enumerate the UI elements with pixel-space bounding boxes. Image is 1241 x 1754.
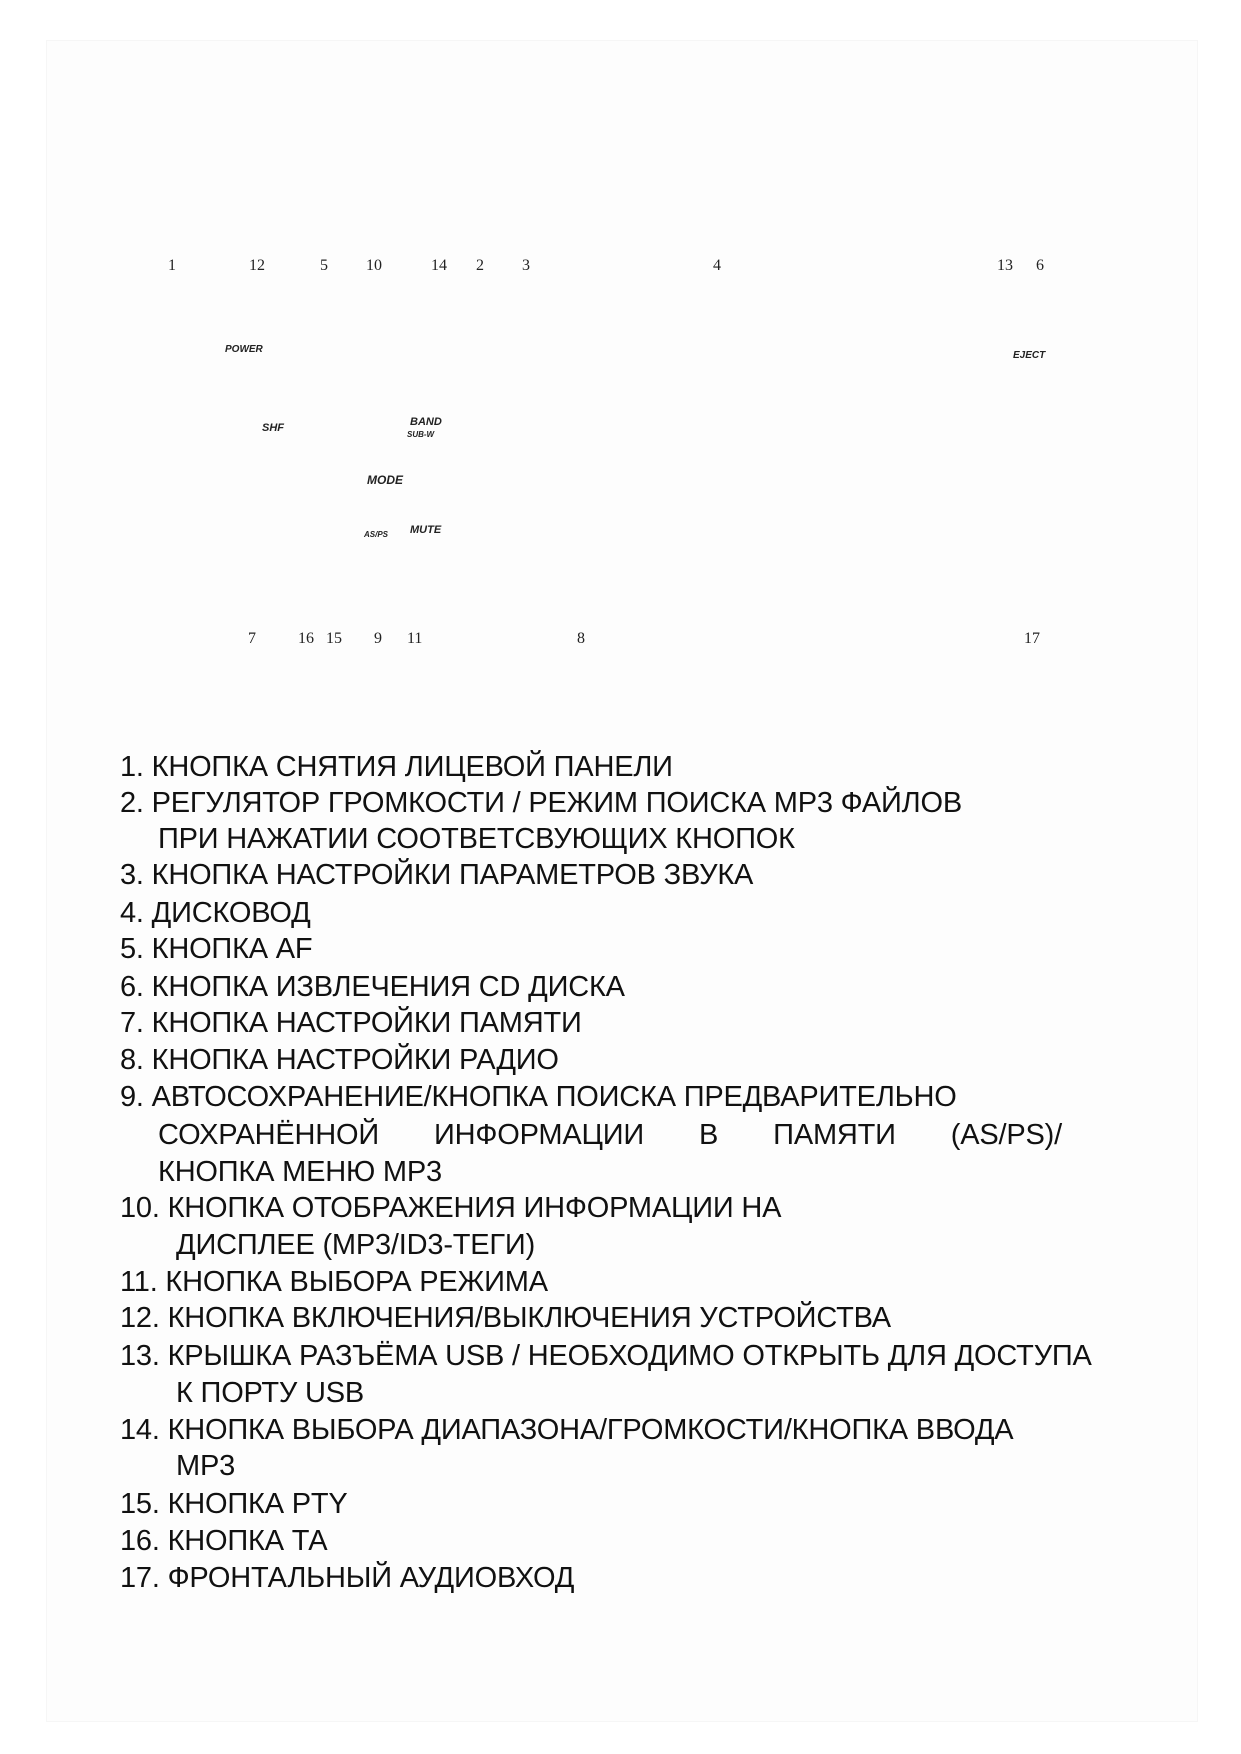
shf-label: SHF	[262, 422, 284, 434]
legend-item-13: 13. КРЫШКА РАЗЪЁМА USB / НЕОБХОДИМО ОТКРЫТЬ ДЛЯ ДОСТУПА	[120, 1340, 1092, 1372]
power-label: POWER	[225, 344, 263, 355]
legend-item-9-cont2: КНОПКА МЕНЮ МР3	[158, 1156, 442, 1188]
legend-item-17: 17. ФРОНТАЛЬНЫЙ АУДИОВХОД	[120, 1562, 575, 1594]
eject-label: EJECT	[1013, 350, 1046, 361]
mode-label: MODE	[367, 473, 403, 487]
callout-10: 10	[366, 257, 382, 274]
callout-12: 12	[249, 257, 265, 274]
legend-item-5: 5. КНОПКА AF	[120, 933, 313, 965]
legend-item-1: 1. КНОПКА СНЯТИЯ ЛИЦЕВОЙ ПАНЕЛИ	[120, 751, 673, 783]
callout-14: 14	[431, 257, 447, 274]
callout-13: 13	[997, 257, 1013, 274]
legend-item-8: 8. КНОПКА НАСТРОЙКИ РАДИО	[120, 1044, 559, 1076]
callout-7: 7	[248, 630, 256, 647]
legend-item-9-word: ИНФОРМАЦИИ	[434, 1119, 645, 1151]
callout-1: 1	[168, 257, 176, 274]
legend-item-6: 6. КНОПКА ИЗВЛЕЧЕНИЯ CD ДИСКА	[120, 971, 625, 1003]
band-label: BAND	[410, 416, 442, 428]
legend-item-4: 4. ДИСКОВОД	[120, 897, 311, 929]
callout-2: 2	[476, 257, 484, 274]
callout-4: 4	[713, 257, 721, 274]
legend-item-9-word: (AS/PS)/	[950, 1119, 1062, 1151]
legend-item-9: 9. АВТОСОХРАНЕНИЕ/КНОПКА ПОИСКА ПРЕДВАРИТЕЛЬНО	[120, 1081, 957, 1113]
mute-label: MUTE	[410, 524, 442, 536]
subw-label: SUB-W	[407, 430, 435, 439]
legend-item-9-word: В	[699, 1119, 719, 1151]
callout-15: 15	[326, 630, 342, 647]
legend-item-13-cont: К ПОРТУ USB	[176, 1377, 365, 1409]
legend-item-14-cont: МР3	[176, 1450, 236, 1482]
legend-item-2: 2. РЕГУЛЯТОР ГРОМКОСТИ / РЕЖИМ ПОИСКА МР3 ФАЙЛОВ	[120, 787, 963, 819]
callout-11: 11	[407, 630, 423, 647]
callout-16: 16	[298, 630, 314, 647]
legend-item-3: 3. КНОПКА НАСТРОЙКИ ПАРАМЕТРОВ ЗВУКА	[120, 859, 754, 891]
legend-item-10-cont: ДИСПЛЕЕ (МР3/ID3-ТЕГИ)	[176, 1229, 536, 1261]
callout-6: 6	[1036, 257, 1044, 274]
callout-9: 9	[374, 630, 382, 647]
callout-5: 5	[320, 257, 328, 274]
legend-item-11: 11. КНОПКА ВЫБОРА РЕЖИМА	[120, 1266, 548, 1298]
callout-17: 17	[1024, 630, 1040, 647]
legend-item-14: 14. КНОПКА ВЫБОРА ДИАПАЗОНА/ГРОМКОСТИ/КНОПКА ВВОДА	[120, 1414, 1014, 1446]
legend-item-15: 15. КНОПКА PTY	[120, 1488, 348, 1520]
legend-item-7: 7. КНОПКА НАСТРОЙКИ ПАМЯТИ	[120, 1007, 582, 1039]
legend-item-10: 10. КНОПКА ОТОБРАЖЕНИЯ ИНФОРМАЦИИ НА	[120, 1192, 782, 1224]
asps-label: AS/PS	[364, 530, 389, 539]
callout-3: 3	[522, 257, 530, 274]
legend-item-16: 16. КНОПКА ТА	[120, 1525, 328, 1557]
legend-item-2-cont: ПРИ НАЖАТИИ СООТВЕТСВУЮЩИХ КНОПОК	[158, 823, 795, 855]
legend-item-9-cont	[120, 1118, 1062, 1152]
legend-item-9-word: ПАМЯТИ	[773, 1119, 896, 1151]
legend-item-9-word: СОХРАНЁННОЙ	[158, 1119, 380, 1151]
legend-item-12: 12. КНОПКА ВКЛЮЧЕНИЯ/ВЫКЛЮЧЕНИЯ УСТРОЙСТВА	[120, 1302, 891, 1334]
callout-8: 8	[577, 630, 585, 647]
